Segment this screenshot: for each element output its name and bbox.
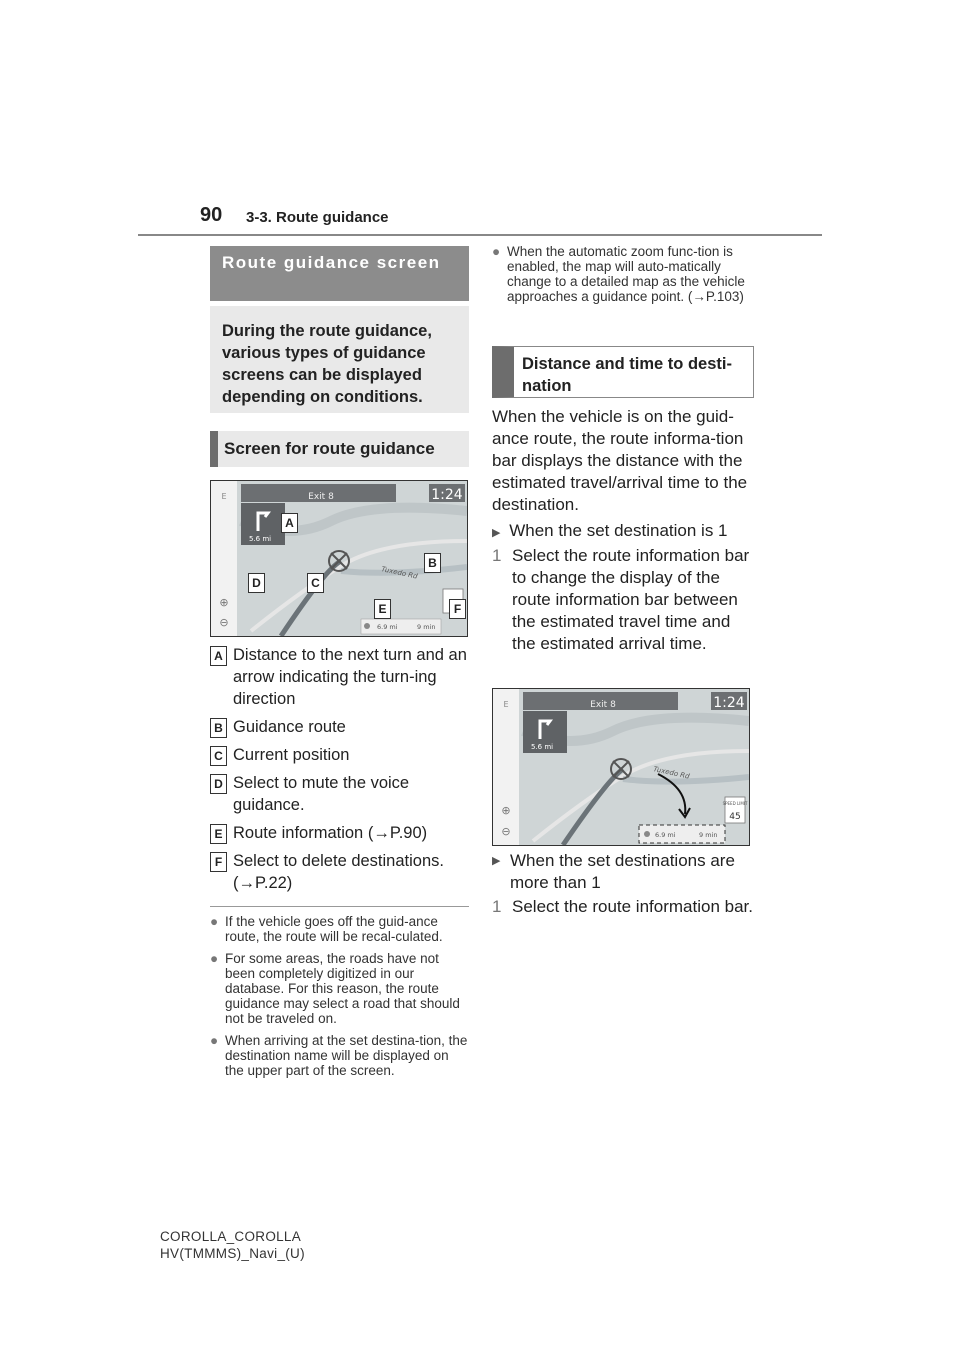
sub-heading-distance: [492, 346, 754, 398]
legend-text: Current position: [233, 746, 350, 764]
legend-tag: B: [210, 718, 227, 738]
svg-text:E: E: [221, 492, 227, 501]
legend-tag: F: [210, 852, 227, 872]
note-item: [210, 1033, 470, 1078]
intro-text: During the route guidance, various types of guidance screens can be displayed depending on conditions.: [222, 322, 432, 406]
triangle-icon: ▶: [492, 527, 501, 539]
legend-item-c: [210, 744, 470, 766]
callout-a: A: [281, 513, 298, 533]
sub-heading-distance-text: Distance and time to desti-nation: [522, 355, 732, 395]
legend-text: Distance to the next turn and an arrow indicating the turn-ing direction: [233, 646, 467, 708]
step-2-text: Select the route information bar.: [512, 897, 753, 916]
nav-screen-1: [210, 480, 468, 637]
footer-line-2: HV(TMMMS)_Navi_(U): [160, 1246, 305, 1261]
main-heading: [210, 246, 469, 301]
screen-time: 1:24: [713, 695, 745, 711]
speed-limit-label: SPEED LIMIT: [722, 801, 748, 806]
sub-heading-text: Screen for route guidance: [224, 439, 435, 458]
callout-c: C: [307, 573, 324, 593]
triangle-icon: ▶: [492, 855, 501, 867]
intro-box: [210, 306, 469, 413]
distance-paragraph: When the vehicle is on the guid-ance route, the route informa-tion bar displays the distance with the estimated travel/arrival time to the destination.: [492, 407, 748, 514]
screen-distance: 5.6 mi: [531, 743, 554, 751]
svg-text:⊖: ⊖: [219, 616, 229, 629]
svg-text:E: E: [503, 700, 509, 709]
legend-list: [210, 644, 470, 894]
zoom-note-text: When the automatic zoom func-tion is enabled, the map will auto-matically change to a detailed map as the vehicle approaches a guidance point. (→P.103): [507, 244, 745, 304]
note-item: [210, 951, 470, 1026]
legend-item-b: [210, 716, 470, 738]
legend-item-a: [210, 644, 470, 710]
callout-b: B: [424, 553, 441, 573]
callout-e: E: [374, 599, 391, 619]
screen-road: Tuxedo Rd: [380, 565, 419, 581]
step-1-number: 1: [492, 546, 502, 565]
legend-text: Select to delete destinations. (→P.22): [233, 852, 444, 892]
legend-tag: E: [210, 824, 227, 844]
screen-exit: Exit 8: [308, 492, 334, 502]
bullet-icon: ●: [210, 1033, 219, 1048]
bullet-icon: ●: [210, 914, 219, 929]
speed-limit: 45: [729, 812, 741, 822]
footer: [160, 1228, 305, 1262]
legend-item-f: [210, 850, 470, 894]
note-text: When arriving at the set destina-tion, the destination name will be displayed on the upper part of the screen.: [225, 1033, 468, 1078]
main-heading-text: Route guidance screen: [222, 253, 441, 272]
legend-text: Guidance route: [233, 718, 346, 736]
legend-text: Select to mute the voice guidance.: [233, 774, 410, 814]
sub-heading-screen: [210, 431, 469, 467]
page-number: 90: [200, 204, 223, 226]
nav-screen-2: [492, 688, 750, 846]
svg-text:⊖: ⊖: [501, 825, 511, 838]
case-2: [492, 850, 757, 894]
legend-tag: A: [210, 646, 227, 666]
svg-text:⊕: ⊕: [501, 804, 511, 817]
svg-text:⊕: ⊕: [219, 596, 229, 609]
note-text: If the vehicle goes off the guid-ance route, the route will be recal-culated.: [225, 914, 443, 944]
note-item: [210, 914, 470, 944]
legend-tag: D: [210, 774, 227, 794]
screen-route-time: 9 min: [699, 831, 718, 839]
screen-time: 1:24: [431, 487, 463, 503]
screen-route-dist: 6.9 mi: [655, 831, 676, 839]
screen-distance: 5.6 mi: [249, 535, 272, 543]
legend-item-d: [210, 772, 470, 816]
screen-road: Tuxedo Rd: [652, 765, 691, 781]
step-2: [492, 896, 757, 918]
legend-item-e: [210, 822, 470, 844]
step-2-number: 1: [492, 897, 502, 916]
callout-f: F: [449, 599, 466, 619]
zoom-note: [492, 244, 754, 304]
section-title: 3-3. Route guidance: [246, 209, 389, 226]
legend-tag: C: [210, 746, 227, 766]
bullet-icon: ●: [210, 951, 219, 966]
legend-text: Route information (→P.90): [233, 824, 428, 842]
screen-exit: Exit 8: [590, 700, 616, 710]
notes-list: [210, 914, 470, 1078]
bullet-icon: ●: [492, 244, 501, 259]
case-2-text: When the set destinations are more than 1: [510, 851, 735, 892]
case-1: [492, 520, 757, 544]
header-rule: [138, 234, 822, 236]
notes-rule: [210, 906, 469, 907]
screen-route-time: 9 min: [417, 623, 436, 631]
step-1-text: Select the route information bar to change the display of the route information bar between the estimated travel time and the estimated arrival time.: [512, 546, 750, 653]
screen-route-dist: 6.9 mi: [377, 623, 398, 631]
callout-d: D: [248, 573, 265, 593]
case-1-text: When the set destination is 1: [509, 521, 728, 540]
step-1: [492, 545, 757, 655]
note-text: For some areas, the roads have not been completely digitized in our database. For this reason, the route guidance may select a road that should not be traveled on.: [225, 951, 460, 1026]
footer-line-1: COROLLA_COROLLA: [160, 1229, 302, 1244]
